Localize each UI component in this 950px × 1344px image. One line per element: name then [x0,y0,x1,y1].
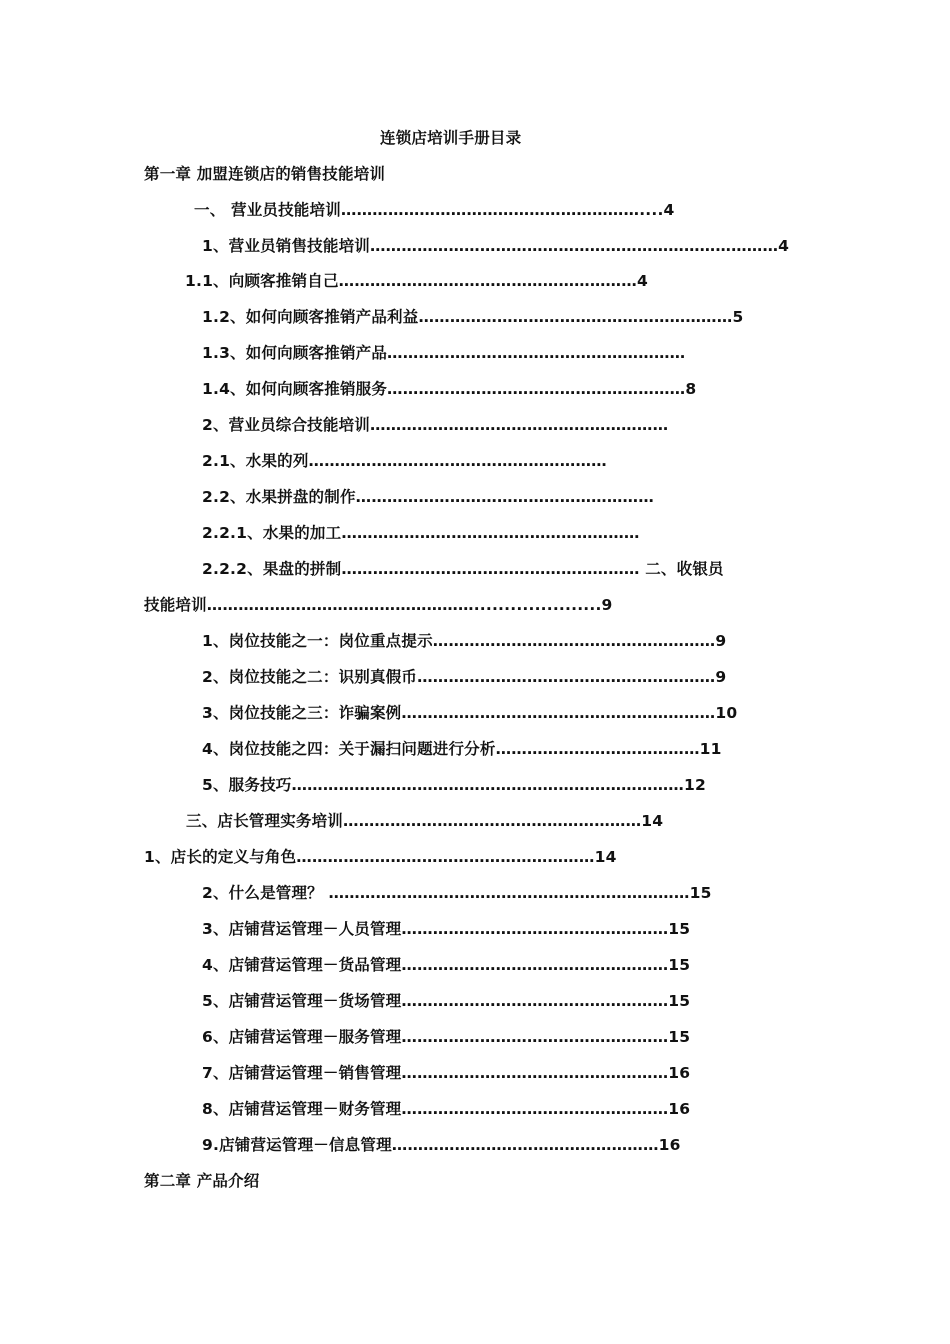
toc-entry: 一、 营业员技能培训…………………………………………………....4 [194,201,675,219]
toc-entry: 9.店铺营运管理－信息管理……………………………………………16 [202,1136,681,1154]
toc-entry: 1.4、如何向顾客推销服务…………………………………………………8 [202,380,697,398]
toc-entry: 5、店铺营运管理－货场管理……………………………………………15 [202,992,691,1010]
toc-entry: 3、店铺营运管理－人员管理……………………………………………15 [202,920,691,938]
toc-entry: 技能培训…………………………………………….....................9 [144,596,613,614]
toc-entry: 2、营业员综合技能培训………………………………………………… [202,416,669,434]
toc-entry: 1.3、如何向顾客推销产品………………………………………………… [202,344,686,362]
toc-entry: 1.2、如何向顾客推销产品利益……………………………………………………5 [202,308,744,326]
toc-entry: 2.2.1、水果的加工………………………………………………… [202,524,640,542]
toc-entry: 3、岗位技能之三：诈骗案例……………………………………………………10 [202,704,738,722]
toc-entry: 1、店长的定义与角色…………………………………………………14 [144,848,617,866]
toc-entry: 2、什么是管理？ ……………………………………………………………15 [202,884,712,902]
toc-entry: 1、岗位技能之一：岗位重点提示………………………………………………9 [202,632,727,650]
toc-entry: 第一章 加盟连锁店的销售技能培训 [144,165,386,183]
toc-entry: 三、店长管理实务培训…………………………………………………14 [186,812,664,830]
toc-entry: 第二章 产品介绍 [144,1172,260,1190]
toc-entry: 6、店铺营运管理－服务管理……………………………………………15 [202,1028,691,1046]
toc-entry: 1、营业员销售技能培训……………………………………………………………………4 [202,237,790,255]
toc-entry: 2.2、水果拼盘的制作………………………………………………… [202,488,654,506]
toc-entry: 2.1、水果的列………………………………………………… [202,452,607,470]
page-title: 连锁店培训手册目录 [380,129,522,147]
toc-entry: 4、岗位技能之四：关于漏扫问题进行分析…………………………………11 [202,740,722,758]
toc-entry: 4、店铺营运管理－货品管理……………………………………………15 [202,956,691,974]
toc-entry: 2、岗位技能之二：识别真假币…………………………………………………9 [202,668,727,686]
toc-entry: 5、服务技巧…………………………………………………………………12 [202,776,706,794]
toc-entry: 8、店铺营运管理－财务管理……………………………………………16 [202,1100,691,1118]
toc-entry: 1.1、向顾客推销自己…………………………………………………4 [185,272,648,290]
toc-entry: 7、店铺营运管理－销售管理……………………………………………16 [202,1064,691,1082]
toc-entry: 2.2.2、果盘的拼制………………………………………………… 二、收银员 [202,560,724,578]
